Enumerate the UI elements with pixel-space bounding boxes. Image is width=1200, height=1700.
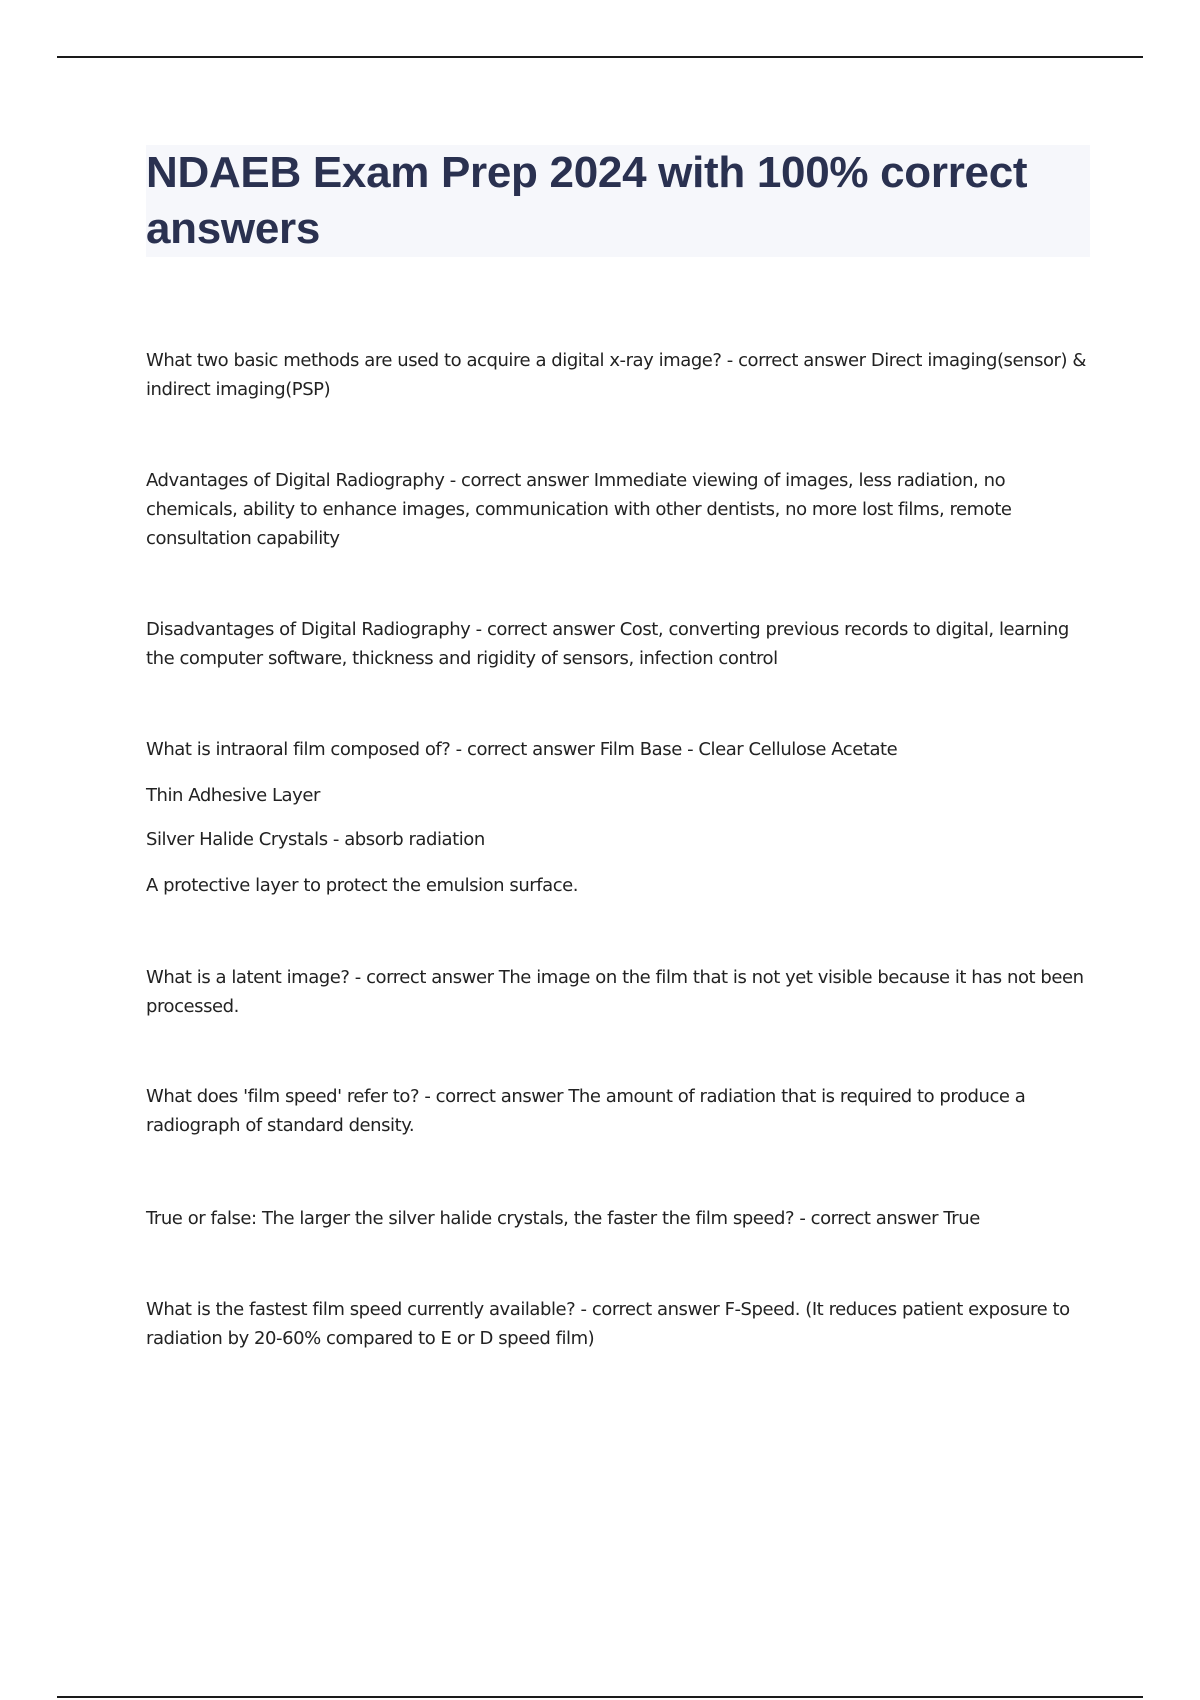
qa-item-2 bbox=[146, 466, 1096, 553]
qa-item-6 bbox=[146, 1082, 1096, 1140]
qa-text: What is intraoral film composed of? - correct answer Film Base - Clear Cellulose Acetate bbox=[146, 739, 898, 760]
qa-extra-line: Thin Adhesive Layer bbox=[146, 785, 320, 806]
qa-text: What two basic methods are used to acquire a digital x-ray image? - correct answer Direct imaging(sensor) & indirect imaging(PSP) bbox=[146, 350, 1086, 400]
qa-text: What does 'film speed' refer to? - correct answer The amount of radiation that is required to produce a radiograph of standard density. bbox=[146, 1086, 1026, 1136]
qa-item-3 bbox=[146, 615, 1096, 673]
top-rule bbox=[57, 56, 1143, 58]
qa-item-4 bbox=[146, 735, 1096, 900]
qa-text: What is a latent image? - correct answer The image on the film that is not yet visible because it has not been processed. bbox=[146, 967, 1084, 1017]
qa-item-8 bbox=[146, 1295, 1096, 1353]
qa-item-1 bbox=[146, 346, 1096, 404]
qa-text: Disadvantages of Digital Radiography - correct answer Cost, converting previous records to digital, learning the computer software, thickness and rigidity of sensors, infection control bbox=[146, 619, 1069, 669]
qa-extra-line: Silver Halide Crystals - absorb radiation bbox=[146, 829, 485, 850]
qa-item-7 bbox=[146, 1204, 1096, 1233]
qa-extra-line: A protective layer to protect the emulsion surface. bbox=[146, 875, 579, 896]
document-title: NDAEB Exam Prep 2024 with 100% correct answers bbox=[146, 148, 1028, 253]
qa-text: True or false: The larger the silver halide crystals, the faster the film speed? - correct answer True bbox=[146, 1208, 980, 1229]
title-block bbox=[146, 145, 1090, 257]
bottom-rule bbox=[57, 1696, 1143, 1698]
qa-text: Advantages of Digital Radiography - correct answer Immediate viewing of images, less radiation, no chemicals, ability to enhance images, communication with other dentists, no more lost films, remote consultation capability bbox=[146, 470, 1012, 549]
qa-text: What is the fastest film speed currently available? - correct answer F-Speed. (It reduces patient exposure to radiation by 20-60% compared to E or D speed film) bbox=[146, 1299, 1070, 1349]
qa-item-5 bbox=[146, 963, 1096, 1021]
